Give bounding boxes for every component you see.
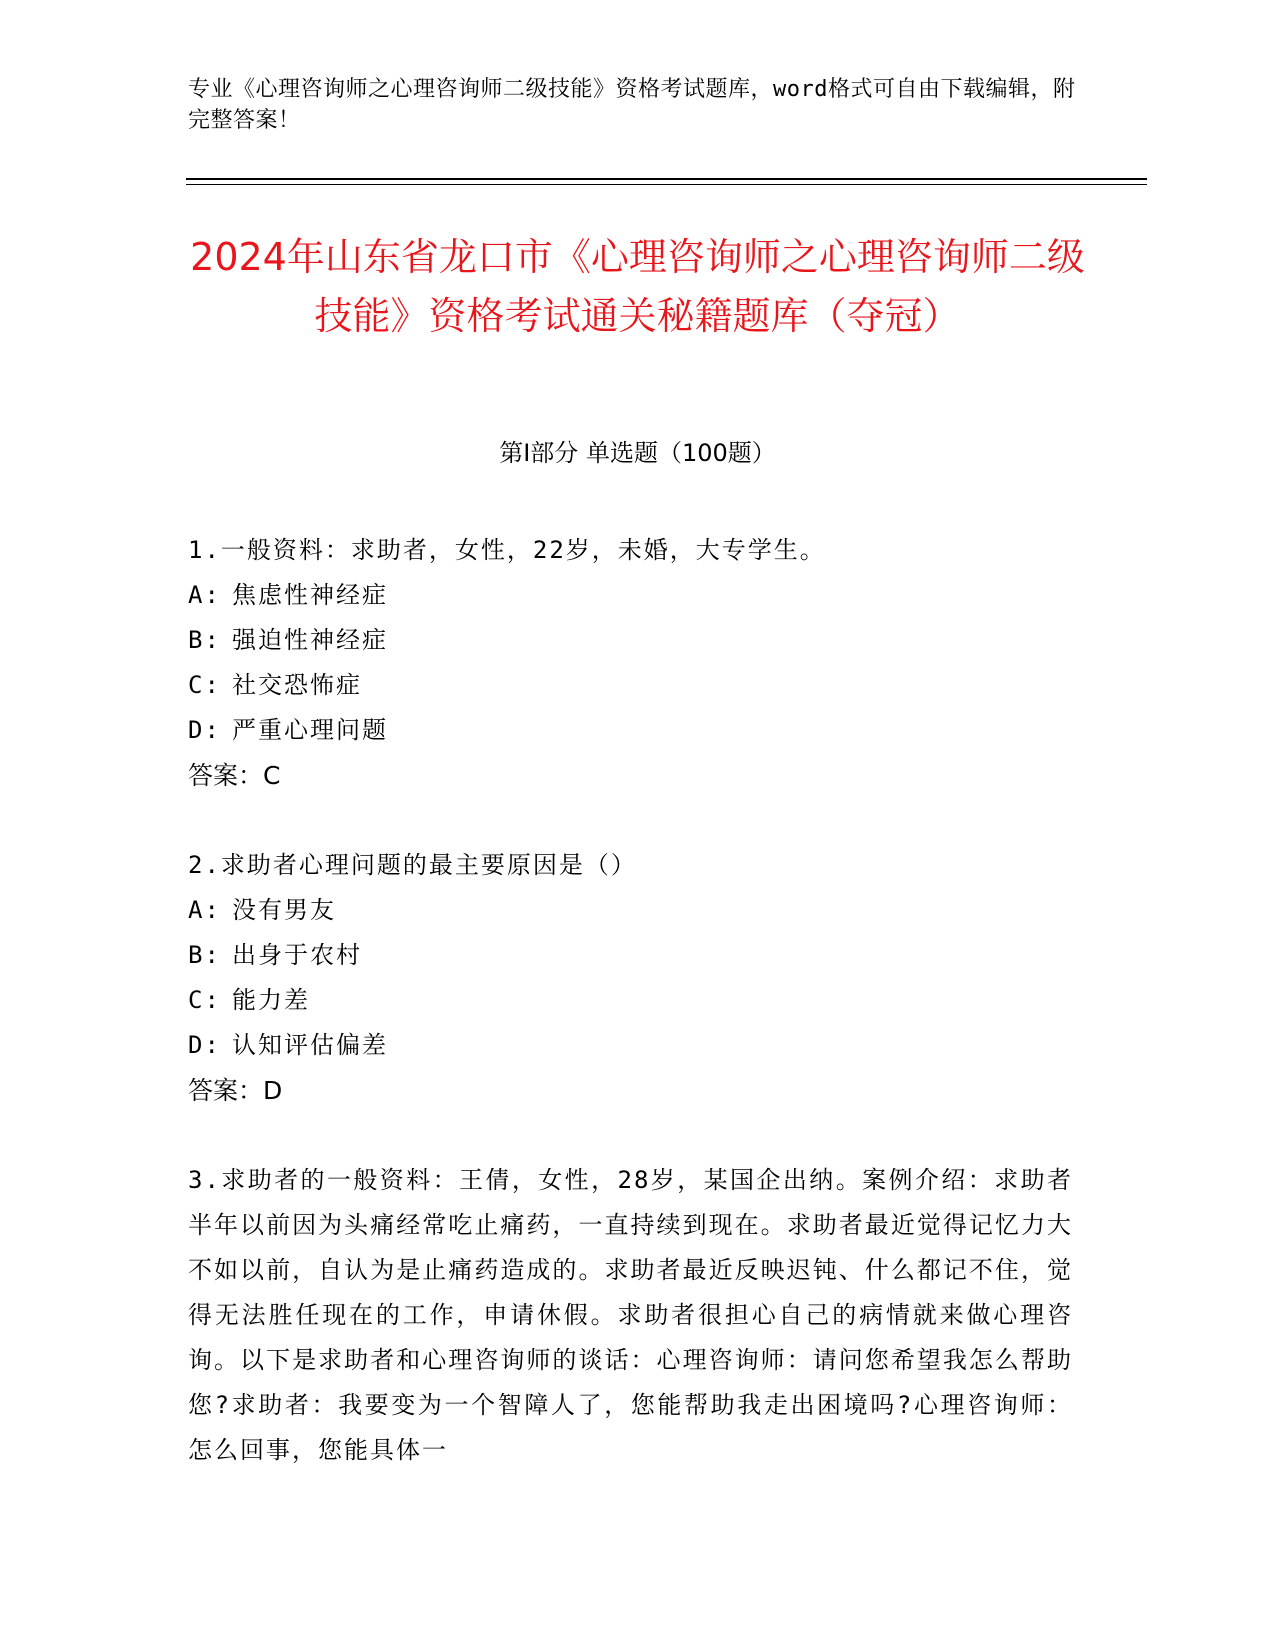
option-text: 认知评估偏差 xyxy=(232,1031,388,1059)
option-b xyxy=(188,933,1073,978)
option-letter: A: xyxy=(188,896,221,924)
header-note: 专业《心理咨询师之心理咨询师二级技能》资格考试题库，word格式可自由下载编辑，附完整答案！ xyxy=(188,77,1076,133)
option-c xyxy=(188,663,1073,708)
question-2 xyxy=(188,843,1073,1113)
option-text: 能力差 xyxy=(232,986,310,1014)
option-letter: B: xyxy=(188,626,221,654)
answer-line: 答案：C xyxy=(188,761,281,790)
option-a xyxy=(188,888,1073,933)
option-letter: D: xyxy=(188,716,221,744)
question-list xyxy=(188,528,1073,1518)
question-stem: 2.求助者心理问题的最主要原因是（） xyxy=(188,851,637,879)
option-text: 社交恐怖症 xyxy=(232,671,362,699)
option-a xyxy=(188,573,1073,618)
document-title: 2024年山东省龙口市《心理咨询师之心理咨询师二级技能》资格考试通关秘籍题库（夺冠） xyxy=(190,235,1085,338)
question-stem: 1.一般资料：求助者，女性，22岁，未婚，大专学生。 xyxy=(188,536,826,564)
option-c xyxy=(188,978,1073,1023)
option-text: 强迫性神经症 xyxy=(232,626,388,654)
option-d xyxy=(188,708,1073,753)
question-3 xyxy=(188,1158,1073,1473)
option-b xyxy=(188,618,1073,663)
question-1 xyxy=(188,528,1073,798)
option-letter: C: xyxy=(188,986,221,1014)
section-heading: 第Ⅰ部分 单选题（100题） xyxy=(499,439,776,467)
answer-line: 答案：D xyxy=(188,1076,283,1105)
option-text: 严重心理问题 xyxy=(232,716,388,744)
option-letter: D: xyxy=(188,1031,221,1059)
header-divider-thin xyxy=(186,184,1147,185)
option-text: 出身于农村 xyxy=(232,941,362,969)
option-letter: C: xyxy=(188,671,221,699)
option-letter: A: xyxy=(188,581,221,609)
option-d xyxy=(188,1023,1073,1068)
header-divider-thick xyxy=(186,178,1147,180)
option-text: 没有男友 xyxy=(232,896,336,924)
option-letter: B: xyxy=(188,941,221,969)
question-stem: 3.求助者的一般资料：王倩，女性，28岁，某国企出纳。案例介绍：求助者半年以前因为头痛经常吃止痛药，一直持续到现在。求助者最近觉得记忆力大不如以前，自认为是止痛药造成的。求助者最近反映迟钝、什么都记不住，觉得无法胜任现在的工作，申请休假。求助者很担心自己的病情就来做心理咨询。以下是求助者和心理咨询师的谈话：心理咨询师：请问您希望我怎么帮助您?求助者：我要变为一个智障人了，您能帮助我走出困境吗?心理咨询师：怎么回事，您能具体一 xyxy=(188,1166,1073,1464)
option-text: 焦虑性神经症 xyxy=(232,581,388,609)
